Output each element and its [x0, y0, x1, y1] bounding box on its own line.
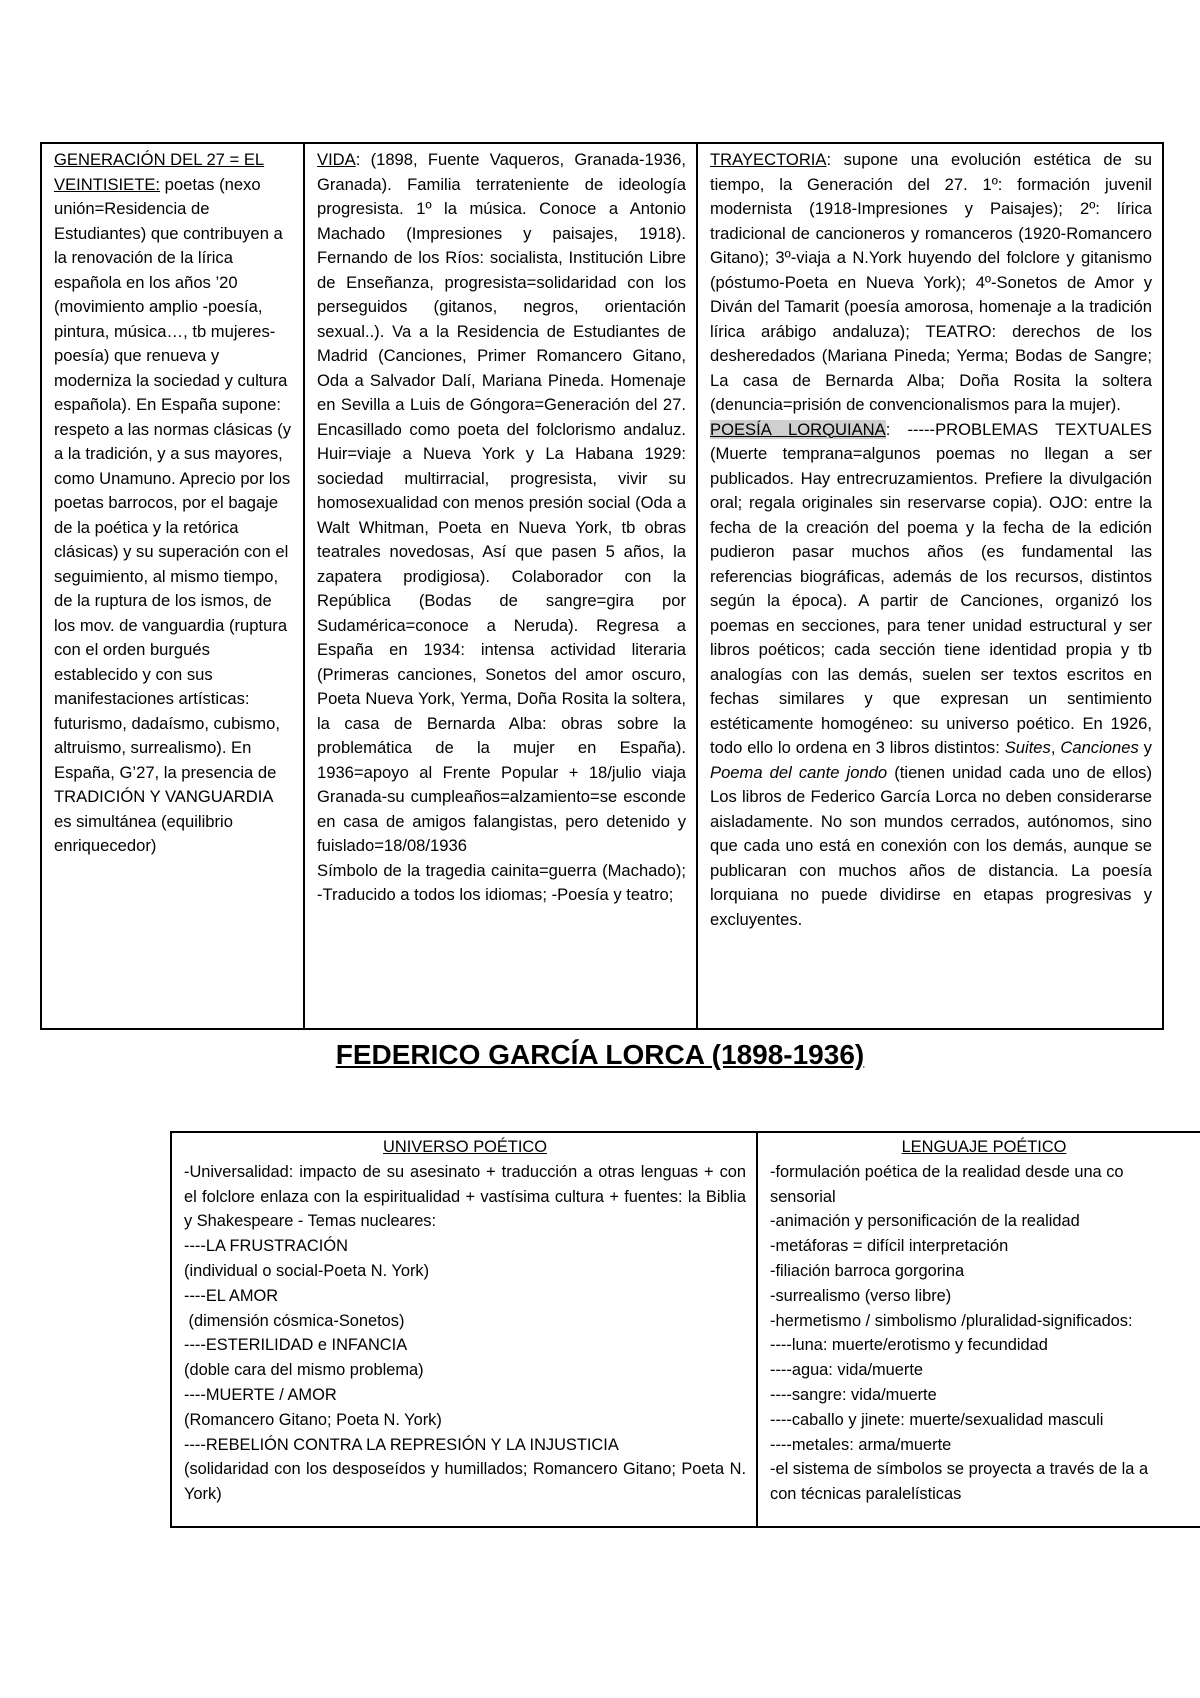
- suites-title: Suites: [1004, 738, 1051, 757]
- sep-2: y: [1138, 738, 1152, 757]
- lenguaje-line: sensorial: [770, 1187, 836, 1206]
- lenguaje-line: ----agua: vida/muerte: [770, 1361, 924, 1380]
- lenguaje-line: -surrealismo (verso libre): [770, 1286, 952, 1305]
- generacion-cell: [41, 143, 304, 1029]
- lenguaje-line: -formulación poética de la realidad desde una co: [770, 1162, 1124, 1181]
- poesia-lorquiana-heading: POESÍA LORQUIANA: [710, 419, 886, 439]
- universo-line: (Romancero Gitano; Poeta N. York): [184, 1410, 442, 1429]
- vida-simbolo: Símbolo de la tragedia cainita=guerra (Machado); -Traducido a todos los idiomas; -Poesía y teatro;: [317, 860, 686, 904]
- universo-heading: UNIVERSO POÉTICO: [383, 1138, 547, 1156]
- universo-line: ----ESTERILIDAD e INFANCIA: [184, 1336, 408, 1355]
- universo-line: ----REBELIÓN CONTRA LA REPRESIÓN Y LA INJUSTICIA: [184, 1435, 619, 1454]
- trayectoria-cell: [697, 143, 1163, 1029]
- universo-line: ----LA FRUSTRACIÓN: [184, 1237, 348, 1256]
- generacion-text: poetas (nexo unión=Residencia de Estudiantes) que contribuyen a la renovación de la lírica española en los años ’20 (movimiento amplio -poesía, pintura, música…, tb mujeres-poesía) que renueva y moderniza la sociedad y cultura española). En España supone: respeto a las normas clásicas (y a la tradición, y a sus mayores, como Unamuno. Aprecio por los poetas barrocos, por el bagaje de la poética y la retórica clásicas) y su superación con el seguimiento, al mismo tiempo, de la ruptura de los ismos, de los mov. de vanguardia (ruptura con el orden burgués establecido y con sus manifestaciones artísticas: futurismo, dadaísmo, cubismo, altruismo, surrealismo). En España, G’27, la presencia de TRADICIÓN Y VANGUARDIA es simultánea (equilibrio enriquecedor): [54, 174, 292, 855]
- lenguaje-heading: LENGUAJE POÉTICO: [901, 1138, 1067, 1156]
- page-title: FEDERICO GARCÍA LORCA (1898-1936): [335, 1039, 865, 1070]
- vida-cell: [304, 143, 697, 1029]
- lenguaje-line: ----sangre: vida/muerte: [770, 1385, 937, 1404]
- universo-line: ----EL AMOR: [184, 1286, 279, 1305]
- universo-cell: [171, 1132, 757, 1527]
- sep-1: ,: [1050, 738, 1061, 757]
- lenguaje-line: -hermetismo / simbolismo /pluralidad-significados:: [770, 1311, 1133, 1330]
- summary-table: [40, 142, 1164, 1030]
- universo-line: (dimensión cósmica-Sonetos): [184, 1311, 405, 1330]
- universo-line: (doble cara del mismo problema): [184, 1361, 424, 1380]
- lenguaje-line: ----luna: muerte/erotismo y fecundidad: [770, 1336, 1048, 1355]
- lenguaje-line: ----caballo y jinete: muerte/sexualidad masculi: [770, 1410, 1104, 1429]
- universo-line: ----MUERTE / AMOR: [184, 1385, 337, 1404]
- universo-line: (individual o social-Poeta N. York): [184, 1261, 430, 1280]
- universo-intro: -Universalidad: impacto de su asesinato + traducción a otras lenguas + con el folclore enlaza con la espiritualidad + vastísima cultura + fuentes: la Biblia y Shakespeare - Temas nucleares:: [184, 1162, 746, 1231]
- poema-cante-title: Poema del cante jondo: [710, 762, 888, 782]
- universo-line: (solidaridad con los desposeídos y humillados; Romancero Gitano; Poeta N. York): [184, 1460, 746, 1504]
- trayectoria-heading: TRAYECTORIA: [710, 150, 827, 169]
- lenguaje-line: -animación y personificación de la realidad: [770, 1212, 1080, 1231]
- lenguaje-line: -filiación barroca gorgorina: [770, 1261, 965, 1280]
- lenguaje-line: ----metales: arma/muerte: [770, 1435, 952, 1454]
- vida-heading: VIDA: [317, 150, 356, 169]
- lenguaje-line: con técnicas paralelísticas: [770, 1485, 962, 1504]
- trayectoria-text: : supone una evolución estética de su tiempo, la Generación del 27. 1º: formación juvenil modernista (1918-Impresiones y Paisajes); 2º: lírica tradicional de cancioneros y romanceros (1920-Romancero Gitano); 3º-viaja a N.York huyendo del folclore y gitanismo (póstumo-Poeta en Nueva York); 4º-Sonetos de Amor y Diván del Tamarit (poesía amorosa, homenaje a la tradición lírica arábigo andaluza); TEATRO: derechos de los desheredados (Mariana Pineda; Yerma; Bodas de Sangre; La casa de Bernarda Alba; Doña Rosita la soltera (denuncia=prisión de convencionalismos para la mujer).: [710, 150, 1152, 414]
- lenguaje-line: -el sistema de símbolos se proyecta a través de la a: [770, 1460, 1149, 1479]
- canciones-title: Canciones: [1060, 738, 1139, 757]
- poetics-table: [170, 1131, 1200, 1528]
- lenguaje-cell: [757, 1132, 1200, 1527]
- vida-text: : (1898, Fuente Vaqueros, Granada-1936, Granada). Familia terrateniente de ideología progresista. 1º la música. Conoce a Antonio Machado (Impresiones y paisajes, 1918). Fernando de los Ríos: socialista, Institución Libre de Enseñanza, progresista=solidaridad con los perseguidos (gitanos, negros, orientación sexual..). Va a la Residencia de Estudiantes de Madrid (Canciones, Primer Romancero Gitano, Oda a Salvador Dalí, Mariana Pineda. Homenaje en Sevilla a Luis de Góngora=Generación del 27. Encasillado como poeta del folclorismo andaluz. Huir=viaje a Nueva York y La Habana 1929: sociedad multirracial, progresista, vivir su homosexualidad con menos presión social (Oda a Walt Whitman, Poeta en Nueva York, tb obras teatrales novedosas, Así que pasen 5 años, la zapatera prodigiosa). Colaborador con la República (Bodas de sangre=gira por Sudamérica=conoce a Neruda). Regresa a España en 1934: intensa actividad literaria (Primeras canciones, Sonetos del amor oscuro, Poeta Nueva York, Yerma, Doña Rosita la soltera, la casa de Bernarda Alba: obras sobre la problemática de la mujer en España). 1936=apoyo al Frente Popular + 18/julio viaja Granada-su cumpleaños=alzamiento=se esconde en casa de amigos falangistas, pero detenido y fuislado=18/08/1936: [317, 150, 686, 855]
- lenguaje-line: -metáforas = difícil interpretación: [770, 1237, 1009, 1256]
- poesia-text-1: : -----PROBLEMAS TEXTUALES (Muerte temprana=algunos poemas no llegan a ser publicados. Hay entrecruzamientos. Prefiere la divulgación oral; regala originales sin reservarse copia). OJO: entre la fecha de la creación del poema y la fecha de la edición pudieron pasar muchos años (es fundamental las referencias biográficas, además de los recursos, distintos según la época). A partir de Canciones, organizó los poemas en secciones, para tener unidad estructural y ser libros poéticos; cada sección tiene identidad propia y tb analogías con las demás, suelen ser textos escritos en fechas similares y que expresan un sentimiento estéticamente homogéneo: su universo poético. En 1926, todo ello lo ordena en 3 libros distintos:: [710, 419, 1152, 757]
- poesia-text-2: (tienen unidad cada uno de ellos) Los libros de Federico García Lorca no deben considerarse aisladamente. No son mundos cerrados, autónomos, sino que cada uno está en conexión con los demás, aunque se publicaran con muchos años de distancia. La poesía lorquiana no puede dividirse en etapas progresivas y excluyentes.: [710, 762, 1153, 929]
- generacion-heading: GENERACIÓN DEL 27 = EL VEINTISIETE:: [54, 150, 265, 194]
